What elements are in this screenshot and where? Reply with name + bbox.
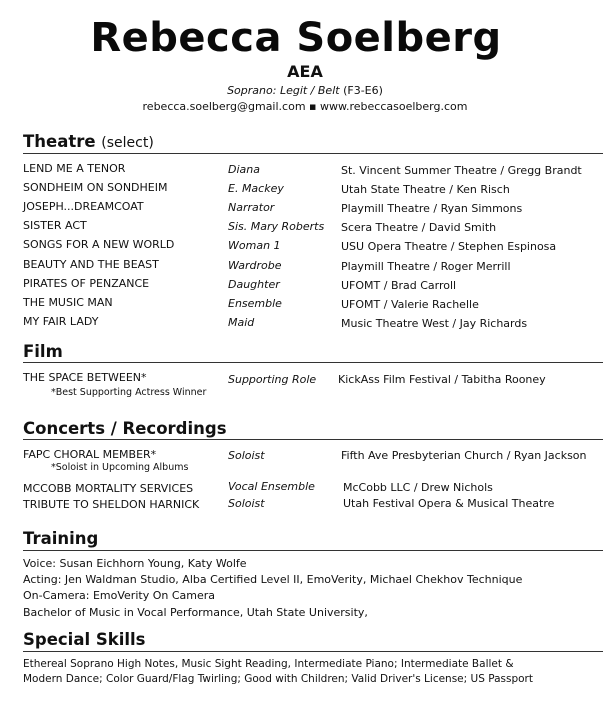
theatre-venue: UFOMT / Brad Carroll — [341, 279, 457, 292]
voice-type-label: Soprano: Legit / Belt — [227, 84, 340, 97]
theatre-show: JOSEPH...DREAMCOAT — [23, 200, 144, 213]
skills-line: Modern Dance; Color Guard/Flag Twirling; Good with Children; Valid Driver's License; US Passport — [23, 673, 533, 685]
film-venue: KickAss Film Festival / Tabitha Rooney — [338, 373, 546, 386]
film-note: *Best Supporting Actress Winner — [51, 387, 207, 398]
website-link[interactable]: www.rebeccasoelberg.com — [320, 100, 468, 113]
skills-heading: Special Skills — [23, 630, 146, 649]
skills-line: Ethereal Soprano High Notes, Music Sight Reading, Intermediate Piano; Intermediate Ballet & — [23, 658, 514, 670]
theatre-show: BEAUTY AND THE BEAST — [23, 258, 159, 271]
film-role: Supporting Role — [228, 373, 317, 386]
theatre-subtitle: (select) — [101, 135, 154, 151]
theatre-role: Sis. Mary Roberts — [228, 220, 325, 233]
training-divider — [23, 550, 603, 551]
theatre-role: Woman 1 — [228, 239, 281, 252]
concerts-venue: Utah Festival Opera & Musical Theatre — [343, 497, 555, 510]
concerts-heading: Concerts / Recordings — [23, 419, 227, 438]
theatre-show: SISTER ACT — [23, 219, 87, 232]
theatre-role: Narrator — [228, 201, 275, 214]
concerts-venue: Fifth Ave Presbyterian Church / Ryan Jackson — [341, 449, 587, 462]
theatre-venue: Utah State Theatre / Ken Risch — [341, 183, 510, 196]
skills-divider — [23, 651, 603, 652]
concerts-role: Soloist — [228, 497, 265, 510]
concerts-divider — [23, 439, 603, 440]
theatre-divider — [23, 153, 603, 154]
theatre-show: PIRATES OF PENZANCE — [23, 277, 150, 290]
theatre-venue: Playmill Theatre / Ryan Simmons — [341, 202, 523, 215]
contact-line — [0, 100, 610, 114]
film-heading: Film — [23, 342, 63, 361]
theatre-venue: Scera Theatre / David Smith — [341, 221, 497, 234]
theatre-venue: Playmill Theatre / Roger Merrill — [341, 260, 511, 273]
theatre-venue: Music Theatre West / Jay Richards — [341, 317, 528, 330]
theatre-role: Maid — [228, 316, 255, 329]
theatre-role: E. Mackey — [228, 182, 284, 195]
theatre-venue: USU Opera Theatre / Stephen Espinosa — [341, 240, 557, 253]
theatre-title: Theatre — [23, 132, 96, 151]
email-link[interactable]: rebecca.soelberg@gmail.com — [142, 100, 306, 113]
theatre-role: Daughter — [228, 278, 280, 291]
separator-bullet: ▪ — [309, 100, 317, 113]
training-line: Bachelor of Music in Vocal Performance, Utah State University, — [23, 606, 368, 619]
film-show: THE SPACE BETWEEN* — [23, 371, 147, 384]
theatre-role: Diana — [228, 163, 260, 176]
theatre-show: MY FAIR LADY — [23, 315, 99, 328]
concerts-venue: McCobb LLC / Drew Nichols — [343, 481, 493, 494]
theatre-show: SONGS FOR A NEW WORLD — [23, 238, 175, 251]
theatre-show: SONDHEIM ON SONDHEIM — [23, 181, 168, 194]
concerts-role: Vocal Ensemble — [228, 480, 315, 493]
training-heading: Training — [23, 529, 99, 548]
theatre-show: LEND ME A TENOR — [23, 162, 126, 175]
theatre-venue: St. Vincent Summer Theatre / Gregg Brandt — [341, 164, 582, 177]
film-divider — [23, 362, 603, 363]
theatre-heading — [23, 132, 154, 153]
training-line: On-Camera: EmoVerity On Camera — [23, 589, 215, 602]
union-affiliation: AEA — [287, 62, 323, 81]
concerts-show: FAPC CHORAL MEMBER* — [23, 448, 157, 461]
theatre-role: Wardrobe — [228, 259, 282, 272]
voice-type — [0, 84, 610, 98]
theatre-show: THE MUSIC MAN — [23, 296, 113, 309]
training-line: Voice: Susan Eichhorn Young, Katy Wolfe — [23, 557, 247, 570]
voice-range: (F3-E6) — [343, 84, 383, 97]
concerts-show: TRIBUTE TO SHELDON HARNICK — [23, 498, 200, 511]
training-line: Acting: Jen Waldman Studio, Alba Certified Level II, EmoVerity, Michael Chekhov Technique — [23, 573, 523, 586]
resume-name: Rebecca Soelberg — [90, 15, 502, 61]
theatre-venue: UFOMT / Valerie Rachelle — [341, 298, 479, 311]
concerts-show: MCCOBB MORTALITY SERVICES — [23, 482, 194, 495]
theatre-role: Ensemble — [228, 297, 282, 310]
concerts-note: *Soloist in Upcoming Albums — [51, 462, 189, 473]
concerts-role: Soloist — [228, 449, 265, 462]
